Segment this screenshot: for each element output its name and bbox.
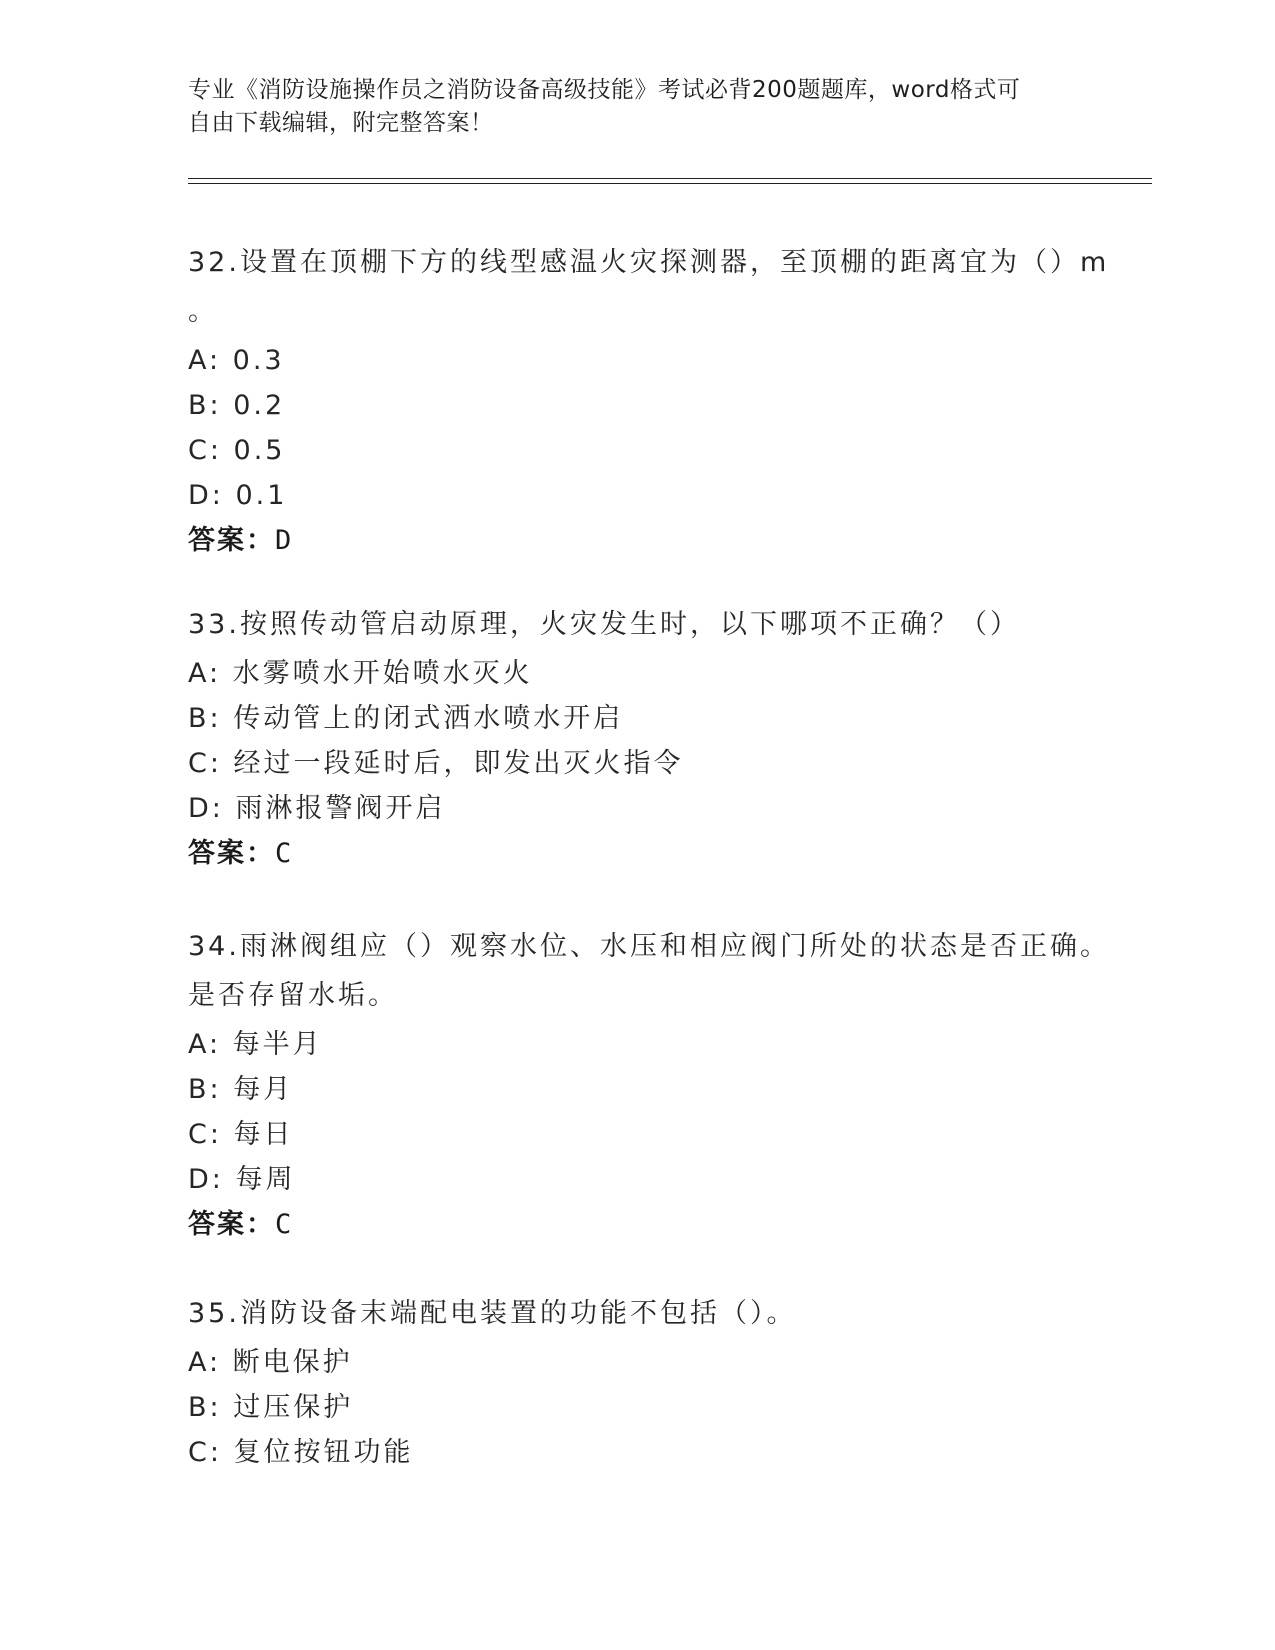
- header-line-2: 自由下载编辑，附完整答案！: [188, 110, 494, 136]
- question-32: [188, 240, 1110, 602]
- answer-value: C: [275, 838, 292, 869]
- option-a: A: 断电保护: [188, 1347, 353, 1378]
- question-stem-line: 33.按照传动管启动原理，火灾发生时，以下哪项不正确？（）: [188, 609, 1020, 640]
- option-d: D: 雨淋报警阀开启: [188, 793, 446, 824]
- question-list: [188, 240, 1110, 1471]
- option-d: D: 0.1: [188, 480, 288, 511]
- option-a: A: 0.3: [188, 345, 285, 376]
- answer-value: D: [275, 525, 292, 556]
- option-b: B: 每月: [188, 1074, 294, 1105]
- option-a: A: 每半月: [188, 1029, 323, 1060]
- header-line-1: 专业《消防设施操作员之消防设备高级技能》考试必背200题题库，word格式可: [188, 77, 1021, 103]
- question-stem-line: 32.设置在顶棚下方的线型感温火灾探测器，至顶棚的距离宜为（）m: [188, 247, 1110, 278]
- question-stem-line: 34.雨淋阀组应（）观察水位、水压和相应阀门所处的状态是否正确。: [188, 931, 1110, 962]
- question-stem-line: 是否存留水垢。: [188, 980, 398, 1011]
- question-33: [188, 602, 1088, 924]
- option-a: A: 水雾喷水开始喷水灭火: [188, 658, 533, 689]
- answer-line: [188, 1202, 1088, 1247]
- answer-line: [188, 518, 1088, 563]
- header-divider-top: [188, 178, 1152, 179]
- answer-label: 答案：: [188, 525, 275, 556]
- option-c: C: 每日: [188, 1119, 294, 1150]
- answer-value: C: [275, 1209, 292, 1240]
- document-header: [188, 74, 1088, 140]
- question-stem-line: 。: [188, 296, 218, 327]
- option-c: C: 经过一段延时后，即发出灭火指令: [188, 748, 684, 779]
- answer-line: [188, 831, 1088, 876]
- answer-label: 答案：: [188, 1209, 275, 1240]
- answer-label: 答案：: [188, 838, 275, 869]
- option-c: C: 复位按钮功能: [188, 1437, 414, 1468]
- question-stem-line: 35.消防设备末端配电装置的功能不包括（）。: [188, 1298, 797, 1329]
- option-b: B: 传动管上的闭式洒水喷水开启: [188, 703, 624, 734]
- option-b: B: 过压保护: [188, 1392, 354, 1423]
- option-d: D: 每周: [188, 1164, 296, 1195]
- option-c: C: 0.5: [188, 435, 286, 466]
- question-34: [188, 924, 1110, 1291]
- question-35: [188, 1291, 1088, 1471]
- option-b: B: 0.2: [188, 390, 286, 421]
- header-divider-bottom: [188, 183, 1152, 184]
